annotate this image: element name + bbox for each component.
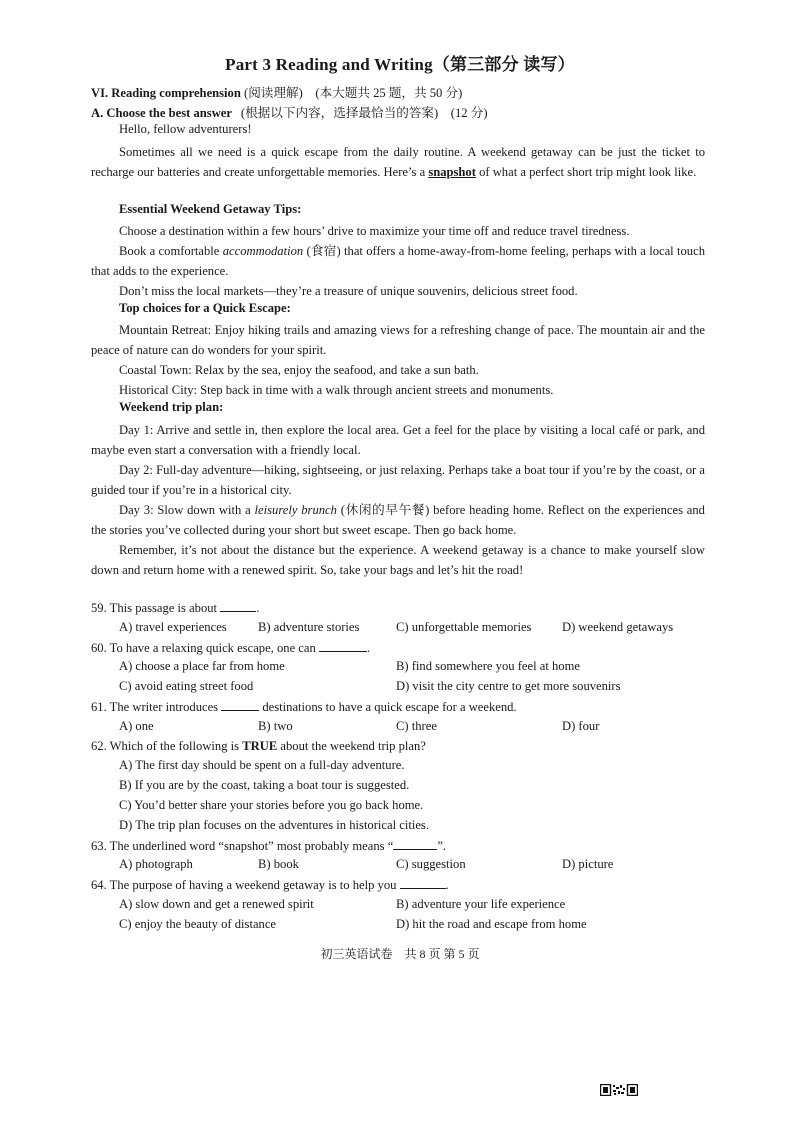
paragraph-intro: Sometimes all we need is a quick escape from the daily routine. A weekend getaway can be just the ticket to recharge our batteries and create unforgettable memories. Here’s a snapshot of what a perfect short trip might look like. — [91, 145, 705, 179]
underlined-word: snapshot — [428, 165, 476, 179]
question-63: 63. The underlined word “snapshot” most probably means “ ”. — [91, 839, 447, 853]
q64-option-d[interactable]: D) hit the road and escape from home — [396, 917, 587, 931]
question-59: 59. This passage is about . — [91, 601, 260, 615]
part-a-label: A. Choose the best answer — [91, 106, 232, 120]
q63-option-d[interactable]: D) picture — [562, 857, 614, 871]
tip-markets: Don’t miss the local markets—they’re a treasure of unique souvenirs, delicious street food. — [119, 284, 578, 298]
greeting: Hello, fellow adventurers! — [119, 122, 252, 136]
answer-blank[interactable] — [400, 877, 446, 889]
part-a-label-cn: (根据以下内容，选择最恰当的答案) (12 分) — [240, 106, 488, 120]
plan-day3: Day 3: Slow down with a leisurely brunch (休闲的早午餐) before heading home. Reflect on the experiences and the stories you’ve collected during your short but sweet escape. Then go back home. — [91, 503, 705, 537]
q61-option-d[interactable]: D) four — [562, 719, 600, 733]
answer-blank[interactable] — [221, 699, 259, 711]
q61-option-c[interactable]: C) three — [396, 719, 437, 733]
q60-option-c[interactable]: C) avoid eating street food — [119, 679, 254, 693]
q60-option-d[interactable]: D) visit the city centre to get more souvenirs — [396, 679, 621, 693]
question-61: 61. The writer introduces destinations to have a quick escape for a weekend. — [91, 700, 517, 714]
qr-code-icon — [600, 1084, 638, 1096]
section-label: VI. Reading comprehension — [91, 86, 241, 100]
q64-option-c[interactable]: C) enjoy the beauty of distance — [119, 917, 277, 931]
q59-option-a[interactable]: A) travel experiences — [119, 620, 227, 634]
answer-blank[interactable] — [393, 838, 437, 850]
q59-option-c[interactable]: C) unforgettable memories — [396, 620, 532, 634]
question-64: 64. The purpose of having a weekend getaway is to help you . — [91, 878, 449, 892]
q61-option-a[interactable]: A) one — [119, 719, 154, 733]
choice-mountain: Mountain Retreat: Enjoy hiking trails and amazing views for a refreshing change of pace. The mountain air and the peace of nature can do wonders for your spirit. — [91, 323, 705, 357]
q62-option-b[interactable]: B) If you are by the coast, taking a boat tour is suggested. — [119, 778, 410, 792]
section-label-cn: (阅读理解) (本大题共 25 题，共 50 分) — [244, 86, 463, 100]
answer-blank[interactable] — [319, 640, 367, 652]
question-60: 60. To have a relaxing quick escape, one can . — [91, 641, 371, 655]
question-62: 62. Which of the following is TRUE about the weekend trip plan? — [91, 739, 426, 753]
section-heading — [91, 82, 462, 101]
plan-day1: Day 1: Arrive and settle in, then explore the local area. Get a feel for the place by visiting a local café or park, and maybe even start a conversation with a friendly local. — [91, 423, 705, 457]
q62-option-c[interactable]: C) You’d better share your stories before you go back home. — [119, 798, 424, 812]
heading-tips: Essential Weekend Getaway Tips: — [119, 202, 302, 216]
q63-option-a[interactable]: A) photograph — [119, 857, 193, 871]
q64-option-b[interactable]: B) adventure your life experience — [396, 897, 566, 911]
q60-option-a[interactable]: A) choose a place far from home — [119, 659, 285, 673]
part-title: Part 3 Reading and Writing（第三部分 读写） — [225, 55, 575, 74]
q59-option-d[interactable]: D) weekend getaways — [562, 620, 674, 634]
q62-option-d[interactable]: D) The trip plan focuses on the adventures in historical cities. — [119, 818, 429, 832]
paragraph-closing: Remember, it’s not about the distance but the experience. A weekend getaway is a chance to make yourself slow down and return home with a renewed spirit. So, take your bags and let’s hit the road! — [91, 543, 705, 577]
q62-option-a[interactable]: A) The first day should be spent on a full-day adventure. — [119, 758, 405, 772]
heading-plan: Weekend trip plan: — [119, 400, 224, 414]
part-a-heading — [91, 102, 488, 121]
q59-option-b[interactable]: B) adventure stories — [258, 620, 360, 634]
q60-option-b[interactable]: B) find somewhere you feel at home — [396, 659, 580, 673]
choice-coastal: Coastal Town: Relax by the sea, enjoy the seafood, and take a sun bath. — [119, 363, 479, 377]
q63-option-c[interactable]: C) suggestion — [396, 857, 466, 871]
q61-option-b[interactable]: B) two — [258, 719, 293, 733]
q63-option-b[interactable]: B) book — [258, 857, 299, 871]
choice-historical: Historical City: Step back in time with a walk through ancient streets and monuments. — [119, 383, 554, 397]
tip-destination: Choose a destination within a few hours’ drive to maximize your time off and reduce travel tiredness. — [119, 224, 630, 238]
heading-choices: Top choices for a Quick Escape: — [119, 301, 291, 315]
q64-option-a[interactable]: A) slow down and get a renewed spirit — [119, 897, 314, 911]
page-footer: 初三英语试卷 共 8 页 第 5 页 — [320, 947, 480, 961]
tip-accommodation: Book a comfortable accommodation (食宿) that offers a home-away-from-home feeling, perhaps with a local touch that adds to the experience. — [91, 244, 705, 278]
answer-blank[interactable] — [220, 600, 256, 612]
plan-day2: Day 2: Full-day adventure—hiking, sightseeing, or just relaxing. Perhaps take a boat tour if you’re by the coast, or a guided tour if you’re in a historical city. — [91, 463, 705, 497]
